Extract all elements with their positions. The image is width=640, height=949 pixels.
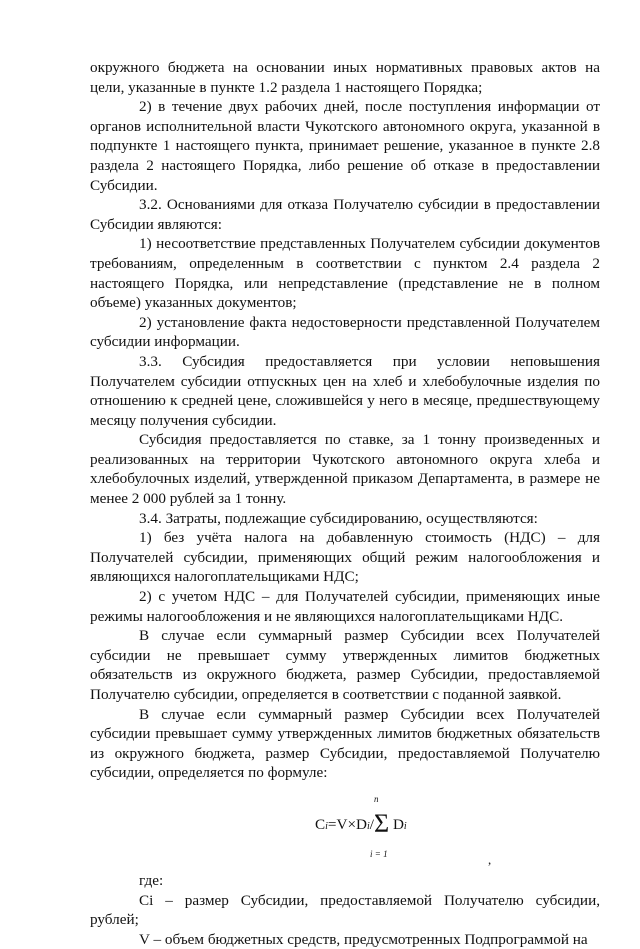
- formula-comma: ,: [488, 851, 492, 867]
- formula-d-sub: i: [367, 820, 370, 832]
- paragraph: 3.3. Субсидия предоставляется при условии неповышения Получателем субсидии отпускных цен на хлеб и хлебобулочные изделия по отношению к средней цене, сложившейся у него в месяце, предшествующему месяцу получения субсидии.: [90, 352, 600, 429]
- paragraph: Субсидия предоставляется по ставке, за 1 тонну произведенных и реализованных на территории Чукотского автономного округа хлеба и хлебобулочных изделий, утвержденной приказом Департамента, в размере не менее 2 000 рублей за 1 тонну.: [90, 431, 600, 508]
- paragraph: 1) без учёта налога на добавленную стоимость (НДС) – для Получателей субсидии, применяющих общий режим налогообложения и являющихся налогоплательщиками НДС;: [90, 529, 600, 586]
- paragraph: В случае если суммарный размер Субсидии всех Получателей субсидии превышает сумму утвержденных лимитов бюджетных обязательств из окружного бюджета, размер Субсидии, предоставляемой Получателю субсидии, определяется по формуле:: [90, 705, 600, 782]
- body-text-bottom: [90, 871, 600, 949]
- formula-lhs-sub: i: [325, 820, 328, 832]
- paragraph: В случае если суммарный размер Субсидии всех Получателей субсидии не превышает сумму утвержденных лимитов бюджетных обязательств из окружного бюджета, размер Субсидии, предоставляемой Получателю субсидии, определяется в соответствии с поданной заявкой.: [90, 627, 600, 703]
- formula-lhs: C: [315, 815, 326, 833]
- sum-upper-limit: n: [374, 793, 379, 804]
- body-text-top: [90, 58, 600, 783]
- paragraph: Сi – размер Субсидии, предоставляемой Получателю субсидии, рублей;: [90, 891, 600, 929]
- paragraph: 2) с учетом НДС – для Получателей субсидии, применяющих иные режимы налогообложения и не являющихся налогоплательщиками НДС.: [90, 588, 600, 625]
- subsidy-formula: [90, 790, 600, 870]
- formula-v-times-d: =V×D: [327, 815, 367, 833]
- paragraph: 2) в течение двух рабочих дней, после поступления информации от органов исполнительной власти Чукотского автономного округа, указанной в подпункте 1 настоящего пункта, принимает решение, указанное в пункте 2.8 раздела 2 настоящего Порядка, либо решение об отказе в предоставлении Субсидии.: [90, 98, 600, 194]
- paragraph: окружного бюджета на основании иных нормативных правовых актов на цели, указанные в пункте 1.2 раздела 1 настоящего Порядка;: [90, 59, 600, 96]
- sigma-symbol: Σ: [374, 808, 390, 838]
- paragraph: 1) несоответствие представленных Получателем субсидии документов требованиям, определенным в соответствии с пунктом 2.4 раздела 2 настоящего Порядка, или непредставление (представление не в полном объеме) указанных документов;: [90, 235, 600, 312]
- formula-sum-term: D: [392, 815, 404, 833]
- sum-lower-limit: i = 1: [370, 848, 388, 859]
- paragraph: где:: [139, 871, 164, 889]
- paragraph: V – объем бюджетных средств, предусмотренных Подпрограммой на: [139, 930, 588, 948]
- paragraph: 2) установление факта недостоверности представленной Получателем субсидии информации.: [90, 313, 600, 351]
- paragraph: 3.4. Затраты, подлежащие субсидированию, осуществляются:: [139, 509, 538, 527]
- formula-slash: /: [369, 815, 375, 833]
- paragraph: 3.2. Основаниями для отказа Получателю субсидии в предоставлении Субсидии являются:: [90, 196, 600, 233]
- formula-expression: [315, 808, 407, 838]
- formula-sum-term-sub: i: [403, 820, 407, 832]
